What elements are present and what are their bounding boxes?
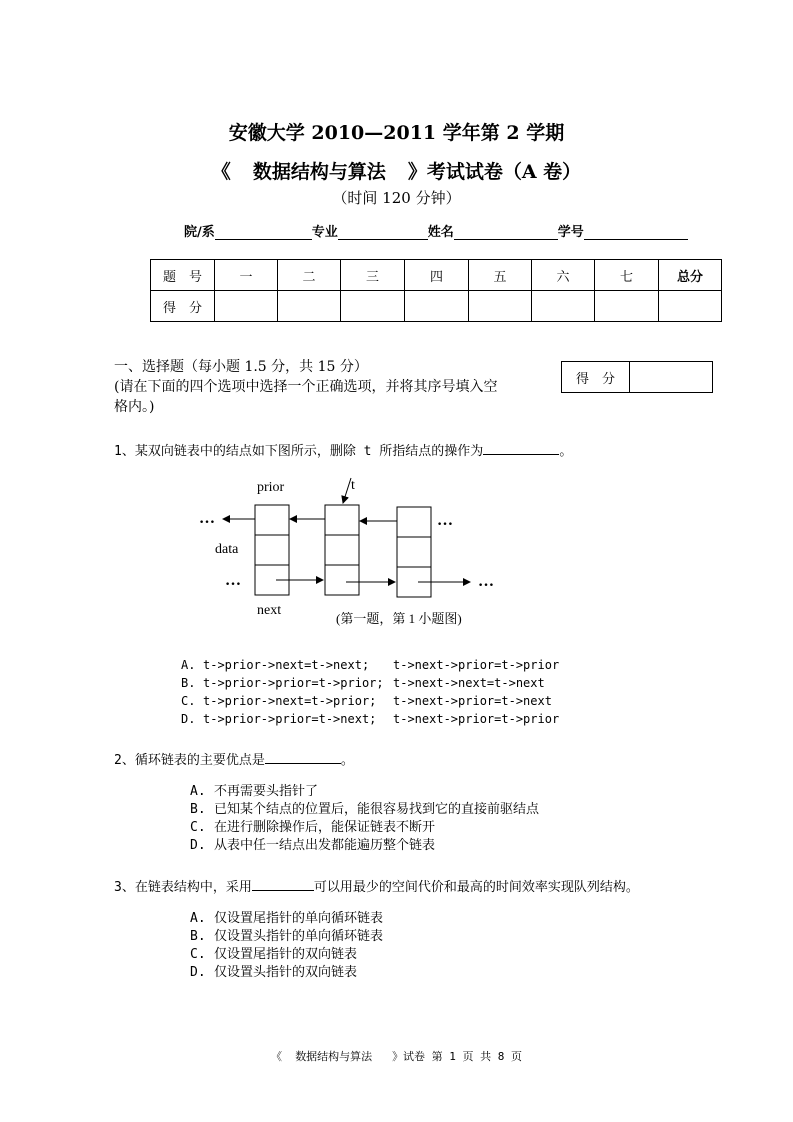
question-3 [114, 876, 639, 895]
score-cell[interactable] [215, 291, 278, 322]
score-col-total: 总分 [659, 260, 722, 291]
score-col-7: 七 [595, 260, 659, 291]
score-cell[interactable] [341, 291, 405, 322]
label-data: data [215, 542, 239, 557]
q2-options [190, 783, 539, 855]
footer-open: 《 [270, 1050, 282, 1063]
label-t: t [351, 478, 355, 493]
ellipsis-left-bottom: … [225, 572, 241, 589]
footer-course: 数据结构与算法 [295, 1050, 373, 1063]
q3-text: 3、在链表结构中，采用 [114, 880, 252, 895]
page-footer [0, 1048, 793, 1064]
q3-option-b[interactable]: B. 仅设置头指针的单向循环链表 [190, 929, 384, 944]
course-name: 数据结构与算法 [252, 161, 386, 183]
section1-score-box [561, 361, 713, 393]
q3-option-a[interactable]: A. 仅设置尾指针的单向循环链表 [190, 911, 384, 926]
student-id-label: 学号 [557, 225, 584, 240]
q1-text: 1、某双向链表中的结点如下图所示，删除 t 所指结点的操作为 [114, 444, 484, 459]
score-value-row [151, 291, 722, 322]
ellipsis-right-top: … [437, 512, 453, 529]
q2-option-b[interactable]: B. 已知某个结点的位置后，能很容易找到它的直接前驱结点 [190, 802, 540, 817]
label-prior: prior [257, 480, 285, 495]
title-rest: 》考试试卷（A 卷） [407, 161, 582, 183]
footer-page-info: 》试卷 第 1 页 共 8 页 [392, 1050, 523, 1063]
q3-options [190, 910, 383, 982]
exam-header-line1: 安徽大学 2010—2011 学年第 2 学期 [228, 122, 565, 144]
label-next: next [257, 603, 282, 618]
score-col-5: 五 [469, 260, 532, 291]
score-cell[interactable] [595, 291, 659, 322]
student-info-row [184, 221, 688, 240]
name-blank[interactable] [454, 225, 558, 240]
t-pointer-arrow [343, 478, 351, 503]
major-blank[interactable] [338, 225, 428, 240]
score-header-row [151, 260, 722, 291]
list-node [255, 505, 289, 595]
department-blank[interactable] [215, 225, 312, 240]
score-cell[interactable] [532, 291, 595, 322]
list-node [397, 507, 431, 597]
q2-text-end: 。 [340, 753, 354, 768]
q1-option-a[interactable]: A. t->prior->next=t->next; t->next->prior=t->prior [181, 658, 560, 672]
question-1 [114, 440, 572, 459]
q2-option-a[interactable]: A. 不再需要头指针了 [190, 784, 319, 799]
q3-option-c[interactable]: C. 仅设置尾指针的双向链表 [190, 947, 358, 962]
section1-score-cell[interactable] [630, 362, 713, 393]
q1-text-end: 。 [559, 444, 573, 459]
q1-option-d[interactable]: D. t->prior->prior=t->next; t->next->prior=t->prior [181, 712, 560, 726]
q2-text: 2、循环链表的主要优点是 [114, 753, 265, 768]
q1-answer-blank[interactable] [483, 442, 559, 455]
score-cell[interactable] [405, 291, 469, 322]
q1-option-b[interactable]: B. t->prior->prior=t->prior; t->next->next=t->next [181, 676, 545, 690]
diagram-caption: (第一题，第 1 小题图) [336, 611, 462, 626]
score-col-6: 六 [532, 260, 595, 291]
title-open-bracket: 《 [211, 161, 231, 183]
score-table [150, 259, 722, 322]
name-label: 姓名 [427, 225, 454, 240]
score-col-2: 二 [278, 260, 341, 291]
section1-instruction-2: 格内。) [114, 399, 155, 415]
section1-title: 一、选择题（每小题 1.5 分，共 15 分） [114, 359, 368, 375]
score-value-label: 得 分 [151, 291, 215, 322]
department-label: 院/系 [184, 225, 215, 240]
section1-instruction-1: (请在下面的四个选项中选择一个正确选项，并将其序号填入空 [114, 379, 498, 395]
exam-title [0, 157, 793, 184]
score-col-4: 四 [405, 260, 469, 291]
score-col-3: 三 [341, 260, 405, 291]
ellipsis-left-top: … [199, 510, 215, 527]
score-cell[interactable] [469, 291, 532, 322]
doubly-linked-list-diagram [190, 470, 520, 635]
section1-score-label: 得 分 [562, 362, 630, 393]
score-col-1: 一 [215, 260, 278, 291]
section1-header [114, 357, 497, 417]
q3-answer-blank[interactable] [252, 878, 314, 891]
question-2 [114, 749, 354, 768]
score-cell[interactable] [278, 291, 341, 322]
q1-option-c[interactable]: C. t->prior->next=t->prior; t->next->prior=t->next [181, 694, 552, 708]
ellipsis-right-bottom: … [478, 573, 494, 590]
q3-option-d[interactable]: D. 仅设置头指针的双向链表 [190, 965, 358, 980]
q2-answer-blank[interactable] [265, 751, 341, 764]
score-row-label: 题 号 [151, 260, 215, 291]
score-cell[interactable] [659, 291, 722, 322]
q3-text-end: 可以用最少的空间代价和最高的时间效率实现队列结构。 [313, 880, 639, 895]
q1-options [181, 656, 559, 728]
major-label: 专业 [311, 225, 338, 240]
q2-option-d[interactable]: D. 从表中任一结点出发都能遍历整个链表 [190, 838, 436, 853]
q2-option-c[interactable]: C. 在进行删除操作后，能保证链表不断开 [190, 820, 436, 835]
exam-duration: （时间 120 分钟） [332, 189, 461, 207]
student-id-blank[interactable] [584, 225, 688, 240]
